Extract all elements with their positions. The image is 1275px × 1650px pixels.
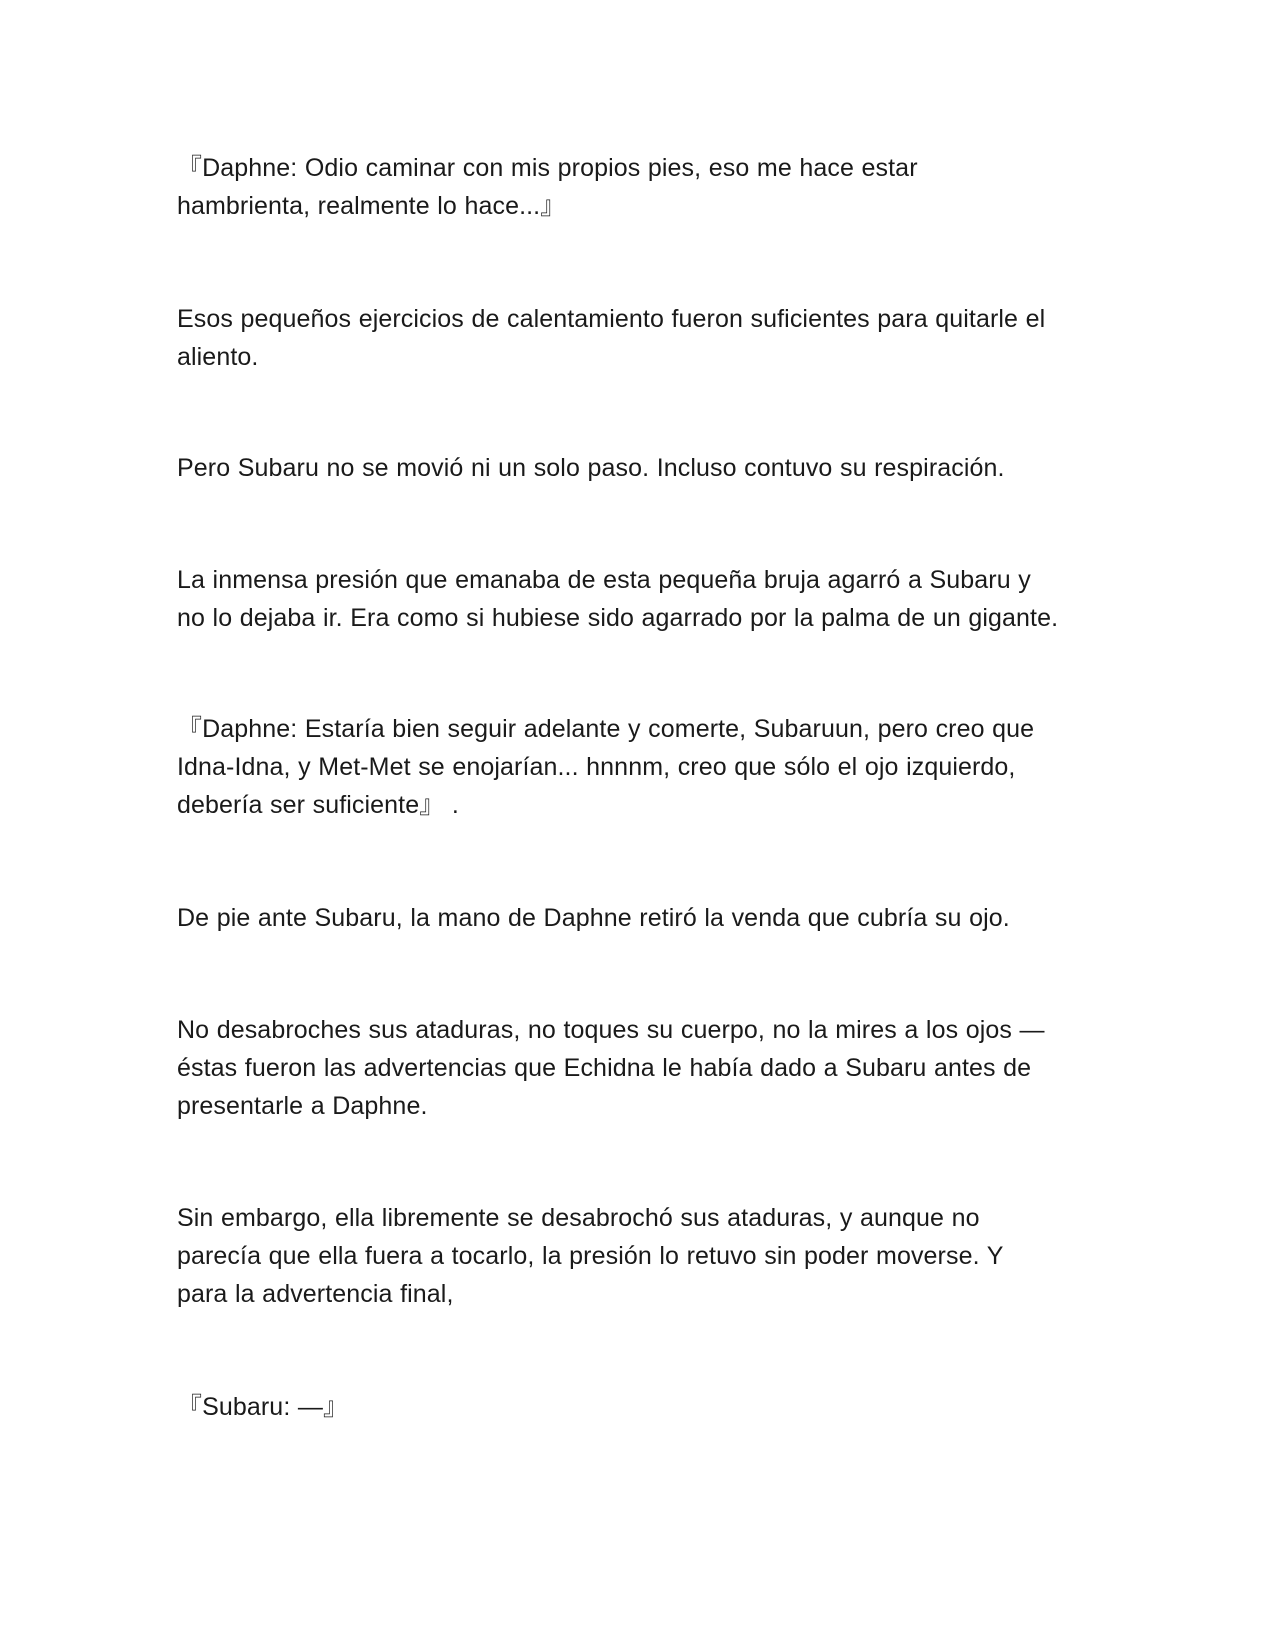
paragraph-daphne-dialogue-2 <box>177 710 1107 824</box>
paragraph-line: para la advertencia final, <box>177 1280 454 1308</box>
paragraph-line: De pie ante Subaru, la mano de Daphne retiró la venda que cubría su ojo. <box>177 904 1010 932</box>
paragraph-daphne-dialogue-1 <box>177 149 1107 225</box>
paragraph-narration-1 <box>177 300 1107 376</box>
paragraph-line: no lo dejaba ir. Era como si hubiese sido agarrado por la palma de un gigante. <box>177 604 1059 632</box>
paragraph-line: aliento. <box>177 343 259 371</box>
paragraph-narration-2 <box>177 449 1107 487</box>
paragraph-line: 『Subaru: —』 <box>177 1393 349 1421</box>
paragraph-line: Pero Subaru no se movió ni un solo paso. Incluso contuvo su respiración. <box>177 454 1005 482</box>
paragraph-line: Esos pequeños ejercicios de calentamiento fueron suficientes para quitarle el <box>177 305 1046 333</box>
paragraph-line: hambrienta, realmente lo hace...』 <box>177 192 566 220</box>
paragraph-line: 『Daphne: Estaría bien seguir adelante y comerte, Subaruun, pero creo que <box>177 715 1035 743</box>
paragraph-line: Idna-Idna, y Met-Met se enojarían... hnnnm, creo que sólo el ojo izquierdo, <box>177 753 1016 781</box>
paragraph-narration-4 <box>177 899 1107 937</box>
paragraph-narration-5 <box>177 1011 1107 1125</box>
paragraph-line: Sin embargo, ella libremente se desabrochó sus ataduras, y aunque no <box>177 1204 980 1232</box>
paragraph-line: presentarle a Daphne. <box>177 1092 428 1120</box>
paragraph-line: La inmensa presión que emanaba de esta pequeña bruja agarró a Subaru y <box>177 566 1031 594</box>
paragraph-narration-6 <box>177 1199 1107 1313</box>
paragraph-line: 『Daphne: Odio caminar con mis propios pies, eso me hace estar <box>177 154 918 182</box>
paragraph-narration-3 <box>177 561 1107 637</box>
paragraph-line: parecía que ella fuera a tocarlo, la presión lo retuvo sin poder moverse. Y <box>177 1242 1004 1270</box>
paragraph-subaru-dialogue <box>177 1388 1107 1426</box>
paragraph-line: éstas fueron las advertencias que Echidna le había dado a Subaru antes de <box>177 1054 1032 1082</box>
paragraph-line: No desabroches sus ataduras, no toques su cuerpo, no la mires a los ojos — <box>177 1016 1045 1044</box>
paragraph-line: debería ser suficiente』 . <box>177 791 459 819</box>
